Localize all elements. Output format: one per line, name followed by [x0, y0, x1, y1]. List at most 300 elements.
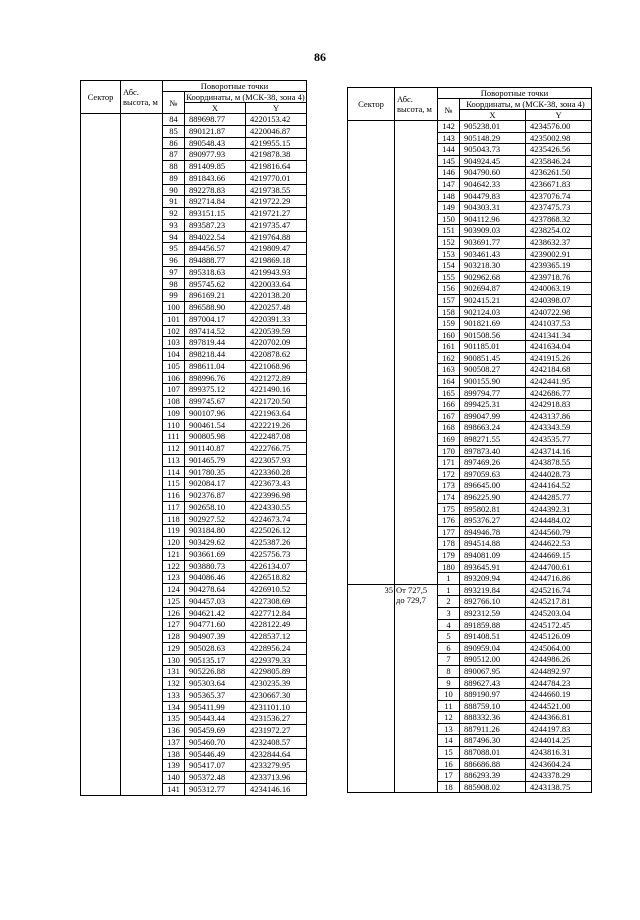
x-coordinate: 903661.69 — [185, 548, 246, 560]
point-number: 141 — [163, 783, 185, 795]
y-coordinate: 4219764.88 — [246, 231, 307, 243]
point-number: 88 — [163, 161, 185, 173]
x-coordinate: 892312.59 — [460, 607, 526, 619]
y-coordinate: 4220033.64 — [246, 278, 307, 290]
x-coordinate: 893209.94 — [460, 573, 526, 585]
x-coordinate: 893645.91 — [460, 561, 526, 573]
y-coordinate: 4244892.97 — [526, 665, 592, 677]
y-coordinate: 4244622.53 — [526, 538, 592, 550]
x-coordinate: 890548.43 — [185, 137, 246, 149]
y-coordinate: 4245217.81 — [526, 596, 592, 608]
y-coordinate: 4220539.59 — [246, 325, 307, 337]
point-number: 123 — [163, 572, 185, 584]
x-coordinate: 899047.99 — [460, 410, 526, 422]
point-number: 155 — [438, 271, 460, 283]
y-coordinate: 4234576.00 — [526, 121, 592, 133]
x-coordinate: 901508.56 — [460, 329, 526, 341]
point-number: 4 — [438, 619, 460, 631]
y-coordinate: 4219943.93 — [246, 266, 307, 278]
point-number: 145 — [438, 155, 460, 167]
point-number: 128 — [163, 631, 185, 643]
y-coordinate: 4244366.81 — [526, 712, 592, 724]
point-number: 112 — [163, 443, 185, 455]
point-number: 180 — [438, 561, 460, 573]
point-number: 168 — [438, 422, 460, 434]
point-number: 16 — [438, 758, 460, 770]
point-number: 107 — [163, 384, 185, 396]
point-number: 6 — [438, 642, 460, 654]
point-number: 159 — [438, 318, 460, 330]
point-number: 142 — [438, 121, 460, 133]
y-coordinate: 4223057.93 — [246, 454, 307, 466]
x-coordinate: 890959.04 — [460, 642, 526, 654]
header-coordinates: Координаты, м (МСК-38, зона 4) — [186, 92, 305, 102]
point-number: 117 — [163, 501, 185, 513]
x-coordinate: 905417.07 — [185, 760, 246, 772]
point-number: 163 — [438, 364, 460, 376]
point-number: 153 — [438, 248, 460, 260]
point-number: 111 — [163, 431, 185, 443]
y-coordinate: 4223360.28 — [246, 466, 307, 478]
point-number: 1 — [438, 573, 460, 585]
point-number: 173 — [438, 480, 460, 492]
y-coordinate: 4220138.20 — [246, 290, 307, 302]
y-coordinate: 4244484.02 — [526, 515, 592, 527]
header-abs-height: Абс. высота, м — [121, 81, 163, 114]
point-number: 97 — [163, 266, 185, 278]
point-number: 100 — [163, 302, 185, 314]
y-coordinate: 4226910.52 — [246, 584, 307, 596]
y-coordinate: 4239365.19 — [526, 260, 592, 272]
y-coordinate: 4225387.26 — [246, 537, 307, 549]
x-coordinate: 894081.09 — [460, 549, 526, 561]
point-number: 127 — [163, 619, 185, 631]
y-coordinate: 4244014.25 — [526, 735, 592, 747]
x-coordinate: 904790.60 — [460, 167, 526, 179]
y-coordinate: 4220702.09 — [246, 337, 307, 349]
x-coordinate: 905459.69 — [185, 725, 246, 737]
x-coordinate: 905446.49 — [185, 748, 246, 760]
x-coordinate: 899425.31 — [460, 399, 526, 411]
point-number: 99 — [163, 290, 185, 302]
x-coordinate: 895376.27 — [460, 515, 526, 527]
point-number: 116 — [163, 490, 185, 502]
header-sector: Сектор — [348, 88, 395, 121]
x-coordinate: 890067.95 — [460, 665, 526, 677]
point-number: 12 — [438, 712, 460, 724]
point-number: 85 — [163, 125, 185, 137]
point-number: 13 — [438, 723, 460, 735]
y-coordinate: 4244521.00 — [526, 700, 592, 712]
point-number: 120 — [163, 537, 185, 549]
abs-height-cell — [121, 114, 163, 796]
point-number: 113 — [163, 454, 185, 466]
y-coordinate: 4244660.19 — [526, 689, 592, 701]
point-number: 5 — [438, 631, 460, 643]
y-coordinate: 4220153.42 — [246, 114, 307, 126]
sector-number: 35 — [348, 584, 395, 793]
y-coordinate: 4243714.16 — [526, 445, 592, 457]
x-coordinate: 895745.62 — [185, 278, 246, 290]
x-coordinate: 895318.63 — [185, 266, 246, 278]
y-coordinate: 4244164.52 — [526, 480, 592, 492]
x-coordinate: 902084.17 — [185, 478, 246, 490]
x-coordinate: 895802.81 — [460, 503, 526, 515]
x-coordinate: 904771.60 — [185, 619, 246, 631]
x-coordinate: 899794.77 — [460, 387, 526, 399]
y-coordinate: 4243878.55 — [526, 457, 592, 469]
x-coordinate: 893219.84 — [460, 584, 526, 596]
point-number: 93 — [163, 219, 185, 231]
x-coordinate: 891843.66 — [185, 172, 246, 184]
point-number: 98 — [163, 278, 185, 290]
point-number: 156 — [438, 283, 460, 295]
x-coordinate: 904907.39 — [185, 631, 246, 643]
point-number: 151 — [438, 225, 460, 237]
y-coordinate: 4235002.98 — [526, 132, 592, 144]
x-coordinate: 904303.31 — [460, 202, 526, 214]
x-coordinate: 904457.03 — [185, 595, 246, 607]
x-coordinate: 894022.54 — [185, 231, 246, 243]
y-coordinate: 4236671.83 — [526, 178, 592, 190]
y-coordinate: 4240722.98 — [526, 306, 592, 318]
point-number: 17 — [438, 770, 460, 782]
point-number: 135 — [163, 713, 185, 725]
point-number: 106 — [163, 372, 185, 384]
x-coordinate: 893587.23 — [185, 219, 246, 231]
point-number: 3 — [438, 607, 460, 619]
point-number: 129 — [163, 642, 185, 654]
point-number: 119 — [163, 525, 185, 537]
y-coordinate: 4233713.96 — [246, 772, 307, 784]
point-number: 136 — [163, 725, 185, 737]
y-coordinate: 4231536.27 — [246, 713, 307, 725]
point-number: 178 — [438, 538, 460, 550]
x-coordinate: 903218.30 — [460, 260, 526, 272]
x-coordinate: 903429.62 — [185, 537, 246, 549]
point-number: 18 — [438, 781, 460, 793]
y-coordinate: 4245126.09 — [526, 631, 592, 643]
point-number: 157 — [438, 294, 460, 306]
y-coordinate: 4244784.23 — [526, 677, 592, 689]
x-coordinate: 892714.84 — [185, 196, 246, 208]
x-coordinate: 905238.01 — [460, 121, 526, 133]
x-coordinate: 902415.21 — [460, 294, 526, 306]
point-number: 169 — [438, 434, 460, 446]
x-coordinate: 905365.37 — [185, 689, 246, 701]
x-coordinate: 902694.87 — [460, 283, 526, 295]
point-number: 149 — [438, 202, 460, 214]
x-coordinate: 902658.10 — [185, 501, 246, 513]
x-coordinate: 905226.88 — [185, 666, 246, 678]
x-coordinate: 904924.45 — [460, 155, 526, 167]
point-number: 164 — [438, 376, 460, 388]
point-number: 103 — [163, 337, 185, 349]
point-number: 102 — [163, 325, 185, 337]
y-coordinate: 4225756.73 — [246, 548, 307, 560]
point-number: 14 — [438, 735, 460, 747]
x-coordinate: 886293.39 — [460, 770, 526, 782]
point-number: 104 — [163, 349, 185, 361]
y-coordinate: 4225026.12 — [246, 525, 307, 537]
x-coordinate: 889698.77 — [185, 114, 246, 126]
x-coordinate: 901185.01 — [460, 341, 526, 353]
header-y: Y — [526, 110, 592, 121]
x-coordinate: 889190.97 — [460, 689, 526, 701]
y-coordinate: 4242918.83 — [526, 399, 592, 411]
point-number: 162 — [438, 352, 460, 364]
point-number: 167 — [438, 410, 460, 422]
point-number: 109 — [163, 407, 185, 419]
y-coordinate: 4228122.49 — [246, 619, 307, 631]
y-coordinate: 4230235.39 — [246, 678, 307, 690]
x-coordinate: 891409.85 — [185, 161, 246, 173]
x-coordinate: 899745.67 — [185, 396, 246, 408]
x-coordinate: 904278.64 — [185, 584, 246, 596]
header-turning-points: Поворотные точки — [163, 81, 307, 92]
x-coordinate: 902376.87 — [185, 490, 246, 502]
y-coordinate: 4236261.50 — [526, 167, 592, 179]
x-coordinate: 900461.54 — [185, 419, 246, 431]
header-coordinates: Координаты, м (МСК-38, зона 4) — [460, 99, 592, 110]
y-coordinate: 4221963.64 — [246, 407, 307, 419]
y-coordinate: 4232408.57 — [246, 736, 307, 748]
x-coordinate: 887088.01 — [460, 747, 526, 759]
y-coordinate: 4241037.53 — [526, 318, 592, 330]
point-number: 154 — [438, 260, 460, 272]
y-coordinate: 4244392.31 — [526, 503, 592, 515]
coordinates-table-right — [347, 87, 592, 793]
y-coordinate: 4244560.79 — [526, 526, 592, 538]
x-coordinate: 887911.26 — [460, 723, 526, 735]
y-coordinate: 4243816.31 — [526, 747, 592, 759]
point-number: 166 — [438, 399, 460, 411]
point-number: 177 — [438, 526, 460, 538]
x-coordinate: 897414.52 — [185, 325, 246, 337]
point-number: 9 — [438, 677, 460, 689]
y-coordinate: 4243138.75 — [526, 781, 592, 793]
x-coordinate: 889627.43 — [460, 677, 526, 689]
point-number: 133 — [163, 689, 185, 701]
x-coordinate: 905411.99 — [185, 701, 246, 713]
point-number: 137 — [163, 736, 185, 748]
x-coordinate: 898611.04 — [185, 360, 246, 372]
y-coordinate: 4226134.07 — [246, 560, 307, 572]
x-coordinate: 905303.64 — [185, 678, 246, 690]
y-coordinate: 4244028.73 — [526, 468, 592, 480]
header-number: № — [163, 92, 185, 114]
x-coordinate: 903184.80 — [185, 525, 246, 537]
point-number: 84 — [163, 114, 185, 126]
y-coordinate: 4239718.76 — [526, 271, 592, 283]
point-number: 148 — [438, 190, 460, 202]
y-coordinate: 4228537.12 — [246, 631, 307, 643]
x-coordinate: 898663.24 — [460, 422, 526, 434]
point-number: 110 — [163, 419, 185, 431]
x-coordinate: 894456.57 — [185, 243, 246, 255]
y-coordinate: 4237475.73 — [526, 202, 592, 214]
x-coordinate: 903461.43 — [460, 248, 526, 260]
y-coordinate: 4242441.95 — [526, 376, 592, 388]
point-number: 125 — [163, 595, 185, 607]
x-coordinate: 887496.30 — [460, 735, 526, 747]
point-number: 124 — [163, 584, 185, 596]
x-coordinate: 900851.45 — [460, 352, 526, 364]
y-coordinate: 4220046.87 — [246, 125, 307, 137]
y-coordinate: 4220391.33 — [246, 313, 307, 325]
x-coordinate: 899375.12 — [185, 384, 246, 396]
abs-height-range: От 727,5 до 729,7 — [395, 584, 438, 793]
x-coordinate: 900155.90 — [460, 376, 526, 388]
x-coordinate: 898996.76 — [185, 372, 246, 384]
point-number: 158 — [438, 306, 460, 318]
x-coordinate: 894514.88 — [460, 538, 526, 550]
x-coordinate: 904086.46 — [185, 572, 246, 584]
x-coordinate: 894888.77 — [185, 255, 246, 267]
y-coordinate: 4244669.15 — [526, 549, 592, 561]
x-coordinate: 897469.26 — [460, 457, 526, 469]
point-number: 115 — [163, 478, 185, 490]
point-number: 171 — [438, 457, 460, 469]
y-coordinate: 4239002.91 — [526, 248, 592, 260]
y-coordinate: 4222219.26 — [246, 419, 307, 431]
abs-height-cell — [395, 121, 438, 585]
point-number: 134 — [163, 701, 185, 713]
y-coordinate: 4231101.10 — [246, 701, 307, 713]
y-coordinate: 4235846.24 — [526, 155, 592, 167]
point-number: 90 — [163, 184, 185, 196]
y-coordinate: 4242184.68 — [526, 364, 592, 376]
point-number: 140 — [163, 772, 185, 784]
point-number: 172 — [438, 468, 460, 480]
y-coordinate: 4224330.55 — [246, 501, 307, 513]
x-coordinate: 900805.98 — [185, 431, 246, 443]
header-y: Y — [246, 103, 307, 114]
x-coordinate: 897819.44 — [185, 337, 246, 349]
point-number: 15 — [438, 747, 460, 759]
y-coordinate: 4219722.29 — [246, 196, 307, 208]
y-coordinate: 4244986.26 — [526, 654, 592, 666]
x-coordinate: 891859.88 — [460, 619, 526, 631]
x-coordinate: 896645.00 — [460, 480, 526, 492]
x-coordinate: 891408.51 — [460, 631, 526, 643]
y-coordinate: 4245172.45 — [526, 619, 592, 631]
point-number: 11 — [438, 700, 460, 712]
x-coordinate: 896588.90 — [185, 302, 246, 314]
point-number: 89 — [163, 172, 185, 184]
y-coordinate: 4243378.29 — [526, 770, 592, 782]
point-number: 138 — [163, 748, 185, 760]
y-coordinate: 4221720.50 — [246, 396, 307, 408]
y-coordinate: 4237076.74 — [526, 190, 592, 202]
point-number: 1 — [438, 584, 460, 596]
point-number: 7 — [438, 654, 460, 666]
x-coordinate: 897059.63 — [460, 468, 526, 480]
header-turning-points: Поворотные точки — [438, 88, 592, 99]
x-coordinate: 885908.02 — [460, 781, 526, 793]
x-coordinate: 898271.55 — [460, 434, 526, 446]
y-coordinate: 4219735.47 — [246, 219, 307, 231]
x-coordinate: 898218.44 — [185, 349, 246, 361]
y-coordinate: 4226518.82 — [246, 572, 307, 584]
x-coordinate: 904112.96 — [460, 213, 526, 225]
y-coordinate: 4219816.64 — [246, 161, 307, 173]
x-coordinate: 897004.17 — [185, 313, 246, 325]
x-coordinate: 905460.70 — [185, 736, 246, 748]
y-coordinate: 4221068.96 — [246, 360, 307, 372]
point-number: 101 — [163, 313, 185, 325]
y-coordinate: 4232844.64 — [246, 748, 307, 760]
y-coordinate: 4231972.27 — [246, 725, 307, 737]
y-coordinate: 4219869.18 — [246, 255, 307, 267]
x-coordinate: 903691.77 — [460, 236, 526, 248]
point-number: 144 — [438, 144, 460, 156]
point-number: 152 — [438, 236, 460, 248]
x-coordinate: 888759.10 — [460, 700, 526, 712]
y-coordinate: 4221272.89 — [246, 372, 307, 384]
point-number: 139 — [163, 760, 185, 772]
point-number: 92 — [163, 208, 185, 220]
x-coordinate: 900508.27 — [460, 364, 526, 376]
x-coordinate: 905372.48 — [185, 772, 246, 784]
y-coordinate: 4219770.01 — [246, 172, 307, 184]
point-number: 175 — [438, 503, 460, 515]
sector-cell — [81, 114, 121, 796]
x-coordinate: 905135.17 — [185, 654, 246, 666]
x-coordinate: 897873.40 — [460, 445, 526, 457]
y-coordinate: 4241915.26 — [526, 352, 592, 364]
y-coordinate: 4227712.84 — [246, 607, 307, 619]
x-coordinate: 904621.42 — [185, 607, 246, 619]
point-number: 105 — [163, 360, 185, 372]
y-coordinate: 4233279.95 — [246, 760, 307, 772]
x-coordinate: 888332.36 — [460, 712, 526, 724]
x-coordinate: 901140.87 — [185, 443, 246, 455]
point-number: 86 — [163, 137, 185, 149]
x-coordinate: 890121.87 — [185, 125, 246, 137]
header-abs-height: Абс. высота, м — [395, 88, 438, 121]
point-number: 2 — [438, 596, 460, 608]
y-coordinate: 4221490.16 — [246, 384, 307, 396]
y-coordinate: 4243535.77 — [526, 434, 592, 446]
point-number: 132 — [163, 678, 185, 690]
y-coordinate: 4238254.02 — [526, 225, 592, 237]
y-coordinate: 4244285.77 — [526, 492, 592, 504]
point-number: 114 — [163, 466, 185, 478]
y-coordinate: 4245216.74 — [526, 584, 592, 596]
header-x: X — [460, 110, 526, 121]
point-number: 131 — [163, 666, 185, 678]
y-coordinate: 4237868.32 — [526, 213, 592, 225]
x-coordinate: 890512.00 — [460, 654, 526, 666]
y-coordinate: 4241634.04 — [526, 341, 592, 353]
point-number: 143 — [438, 132, 460, 144]
y-coordinate: 4219878.38 — [246, 149, 307, 161]
point-number: 174 — [438, 492, 460, 504]
x-coordinate: 903880.73 — [185, 560, 246, 572]
y-coordinate: 4245064.00 — [526, 642, 592, 654]
y-coordinate: 4243343.59 — [526, 422, 592, 434]
header-sector: Сектор — [81, 81, 121, 114]
point-number: 170 — [438, 445, 460, 457]
point-number: 108 — [163, 396, 185, 408]
x-coordinate: 902962.68 — [460, 271, 526, 283]
y-coordinate: 4219809.47 — [246, 243, 307, 255]
y-coordinate: 4223996.98 — [246, 490, 307, 502]
y-coordinate: 4222766.75 — [246, 443, 307, 455]
x-coordinate: 904642.33 — [460, 178, 526, 190]
x-coordinate: 905043.73 — [460, 144, 526, 156]
